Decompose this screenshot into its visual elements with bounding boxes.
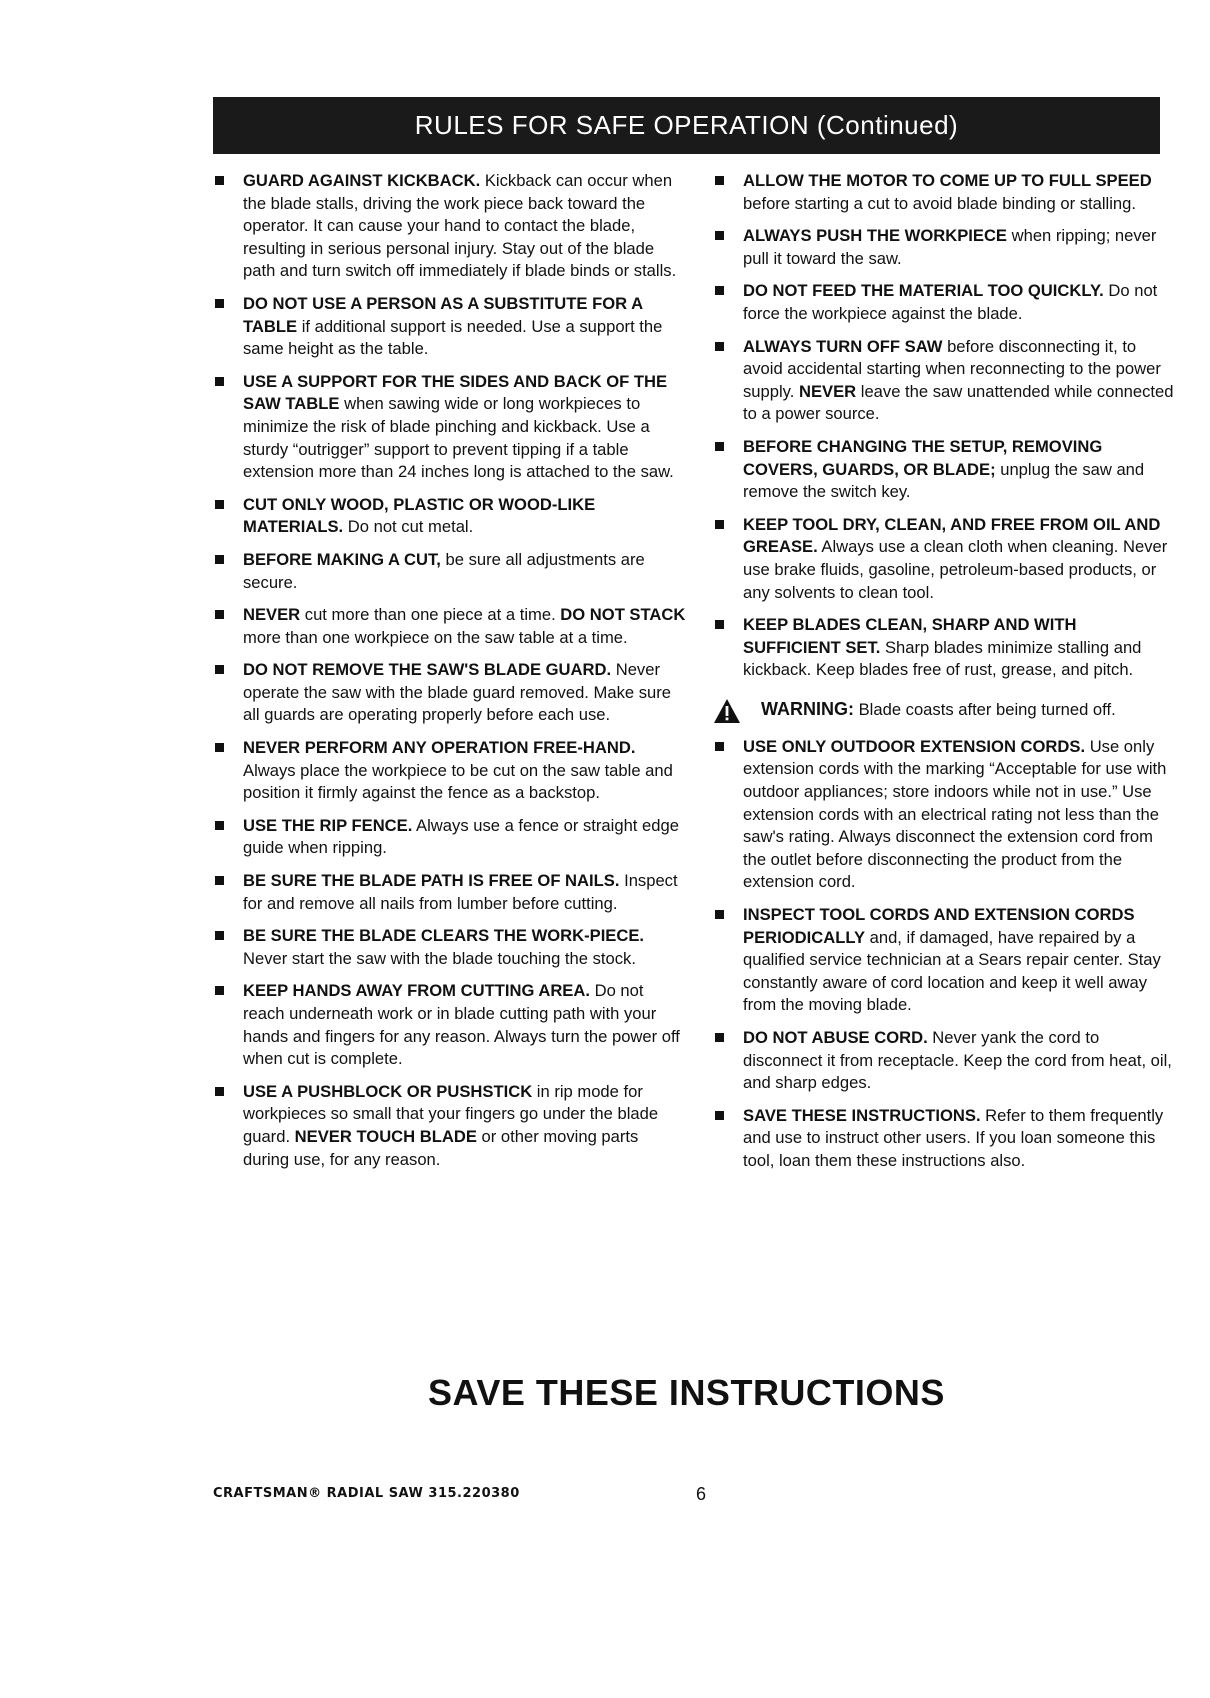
rule-item bbox=[213, 980, 688, 1070]
rule-text: Inspect for and remove all nails from lumber before cutting. bbox=[243, 871, 678, 913]
rule-item bbox=[213, 293, 688, 361]
rule-heading: ALWAYS PUSH THE WORKPIECE bbox=[743, 226, 1007, 246]
square-bullet-icon bbox=[215, 299, 224, 308]
rule-heading: BE SURE THE BLADE CLEARS THE WORK-PIECE. bbox=[243, 926, 645, 946]
rule-item bbox=[213, 1081, 688, 1171]
rule-item bbox=[213, 925, 688, 970]
rule-heading: DO NOT USE A PERSON AS A SUBSTITUTE FOR A TABLE bbox=[243, 293, 643, 336]
rule-heading: NEVER PERFORM ANY OPERATION FREE-HAND. bbox=[243, 738, 636, 758]
warning-note bbox=[713, 698, 1175, 724]
rule-item bbox=[213, 494, 688, 539]
square-bullet-icon bbox=[715, 1111, 724, 1120]
product-name: CRAFTSMAN® RADIAL SAW 315.220380 bbox=[213, 1486, 520, 1501]
rule-text: before disconnecting it, to avoid accidental starting when reconnecting to the power supply. bbox=[743, 336, 1161, 401]
rule-item bbox=[713, 170, 1175, 215]
rule-text-secondary: leave the saw unattended while connected to a power source. bbox=[743, 381, 1174, 424]
rule-heading-secondary: NEVER bbox=[798, 381, 857, 401]
rule-text: Refer to them frequently and use to instruct other users. If you loan someone this tool, loan them these instructions also. bbox=[743, 1105, 1164, 1170]
rule-heading: KEEP TOOL DRY, CLEAN, AND FREE FROM OIL AND GREASE. bbox=[743, 514, 1161, 557]
rule-heading: DO NOT REMOVE THE SAW'S BLADE GUARD. bbox=[243, 660, 612, 680]
rule-text: Kickback can occur when the blade stalls, driving the work piece back toward the operator. It can cause your hand to contact the blade, resulting in serious personal injury. Stay out of the blade path and turn switch off immediately if blade binds or stalls. bbox=[243, 171, 677, 281]
rule-text: unplug the saw and remove the switch key. bbox=[743, 459, 1145, 502]
rule-item bbox=[213, 737, 688, 805]
rule-item bbox=[713, 904, 1175, 1017]
rule-heading-secondary: DO NOT STACK bbox=[560, 605, 686, 625]
rule-heading: BEFORE CHANGING THE SETUP, REMOVING COVERS, GUARDS, OR BLADE; bbox=[743, 436, 1103, 479]
rule-item bbox=[713, 1027, 1175, 1095]
rule-text: when ripping; never pull it toward the saw. bbox=[743, 226, 1157, 268]
square-bullet-icon bbox=[215, 743, 224, 752]
square-bullet-icon bbox=[215, 176, 224, 185]
rule-heading: KEEP BLADES CLEAN, SHARP AND WITH SUFFICIENT SET. bbox=[743, 615, 1077, 657]
rule-heading: DO NOT ABUSE CORD. bbox=[743, 1028, 928, 1047]
rule-item bbox=[713, 1105, 1175, 1173]
right-column bbox=[713, 170, 1175, 1183]
warning-triangle-icon bbox=[713, 698, 741, 724]
square-bullet-icon bbox=[215, 1087, 224, 1096]
rule-item bbox=[213, 371, 688, 484]
square-bullet-icon bbox=[715, 1033, 724, 1042]
rule-item bbox=[213, 870, 688, 915]
rule-text: if additional support is needed. Use a support the same height as the table. bbox=[243, 316, 663, 359]
rule-heading: ALLOW THE MOTOR TO COME UP TO FULL SPEED bbox=[743, 171, 1152, 190]
rule-text-secondary: or other moving parts during use, for any reason. bbox=[243, 1126, 639, 1169]
rule-text: Do not cut metal. bbox=[343, 517, 474, 537]
left-column bbox=[213, 170, 688, 1181]
rule-heading: USE ONLY OUTDOOR EXTENSION CORDS. bbox=[743, 736, 1086, 756]
rule-text: in rip mode for workpieces so small that your fingers go under the blade guard. bbox=[243, 1081, 659, 1146]
rule-item bbox=[213, 604, 688, 649]
square-bullet-icon bbox=[715, 442, 724, 451]
rule-text: Never yank the cord to disconnect it from receptacle. Keep the cord from heat, oil, and sharp edges. bbox=[743, 1028, 1172, 1093]
rule-item bbox=[713, 280, 1175, 325]
rule-heading: CUT ONLY WOOD, PLASTIC OR WOOD-LIKE MATERIALS. bbox=[243, 494, 596, 537]
rule-text: before starting a cut to avoid blade binding or stalling. bbox=[743, 193, 1136, 213]
rule-heading: INSPECT TOOL CORDS AND EXTENSION CORDS PERIODICALLY bbox=[743, 905, 1135, 947]
rule-text: Never start the saw with the blade touching the stock. bbox=[243, 948, 636, 968]
rule-text: when sawing wide or long workpieces to minimize the risk of blade pinching and kickback. Use a sturdy “outrigger” support to prevent tipping if a table extension more than 24 inches long is attached to the saw. bbox=[243, 394, 674, 482]
rule-heading: GUARD AGAINST KICKBACK. bbox=[243, 171, 481, 190]
rule-heading: NEVER bbox=[243, 605, 301, 625]
square-bullet-icon bbox=[715, 342, 724, 351]
rule-text: Always place the workpiece to be cut on the saw table and position it firmly against the fence as a backstop. bbox=[243, 760, 673, 803]
rule-heading: BE SURE THE BLADE PATH IS FREE OF NAILS. bbox=[243, 871, 620, 891]
rule-item bbox=[713, 514, 1175, 604]
rule-text: Always use a fence or straight edge guide when ripping. bbox=[243, 815, 679, 858]
square-bullet-icon bbox=[215, 665, 224, 674]
square-bullet-icon bbox=[215, 377, 224, 386]
rule-text: be sure all adjustments are secure. bbox=[243, 549, 645, 592]
rule-heading: KEEP HANDS AWAY FROM CUTTING AREA. bbox=[243, 981, 590, 1001]
rule-text: Always use a clean cloth when cleaning. Never use brake fluids, gasoline, petroleum-based products, or any solvents to clean tool. bbox=[743, 537, 1168, 602]
rule-heading: USE A SUPPORT FOR THE SIDES AND BACK OF THE SAW TABLE bbox=[243, 371, 668, 414]
square-bullet-icon bbox=[215, 500, 224, 509]
rule-heading: USE A PUSHBLOCK OR PUSHSTICK bbox=[243, 1081, 533, 1101]
square-bullet-icon bbox=[215, 931, 224, 940]
warning-text: Blade coasts after being turned off. bbox=[854, 699, 1116, 719]
rule-text: and, if damaged, have repaired by a qualified service technician at a Sears repair center. Stay constantly aware of cord location and keep it well away from the moving blade. bbox=[743, 927, 1161, 1015]
square-bullet-icon bbox=[715, 742, 724, 751]
rule-text: Sharp blades minimize stalling and kickback. Keep blades free of rust, grease, and pitch. bbox=[743, 637, 1142, 680]
rule-text: Do not force the workpiece against the blade. bbox=[743, 281, 1158, 323]
rule-heading: BEFORE MAKING A CUT, bbox=[243, 549, 441, 569]
rule-text: cut more than one piece at a time. bbox=[300, 605, 561, 625]
rule-text: Do not reach underneath work or in blade cutting path with your hands and fingers for any reason. Always turn the power off when cut is complete. bbox=[243, 981, 680, 1069]
square-bullet-icon bbox=[715, 286, 724, 295]
rule-text: Use only extension cords with the marking “Acceptable for use with outdoor appliances; store indoors while not in use.” Use extension cords with an electrical rating not less than the saw's rating. Always disconnect the extension cord from the outlet before disconnecting the product from the extension cord. bbox=[743, 736, 1167, 892]
save-instructions-title: SAVE THESE INSTRUCTIONS bbox=[428, 1372, 945, 1413]
section-title: RULES FOR SAFE OPERATION (Continued) bbox=[414, 110, 959, 140]
rule-item bbox=[713, 436, 1175, 504]
section-header bbox=[213, 97, 1160, 154]
page-number: 6 bbox=[696, 1484, 707, 1504]
rule-heading-secondary: NEVER TOUCH BLADE bbox=[294, 1126, 477, 1146]
rule-heading: ALWAYS TURN OFF SAW bbox=[743, 336, 943, 356]
square-bullet-icon bbox=[215, 610, 224, 619]
rule-item bbox=[713, 736, 1175, 894]
rule-item bbox=[713, 225, 1175, 270]
rule-item bbox=[213, 170, 688, 283]
square-bullet-icon bbox=[215, 555, 224, 564]
rule-item bbox=[213, 659, 688, 727]
rule-heading: USE THE RIP FENCE. bbox=[243, 815, 413, 835]
rule-text: Never operate the saw with the blade guard removed. Make sure all guards are operating properly before each use. bbox=[243, 660, 671, 725]
square-bullet-icon bbox=[715, 520, 724, 529]
square-bullet-icon bbox=[215, 876, 224, 885]
rule-item bbox=[713, 336, 1175, 426]
rule-item bbox=[213, 815, 688, 860]
rule-heading: SAVE THESE INSTRUCTIONS. bbox=[743, 1105, 981, 1125]
square-bullet-icon bbox=[715, 620, 724, 629]
square-bullet-icon bbox=[215, 821, 224, 830]
square-bullet-icon bbox=[715, 231, 724, 240]
rule-heading: DO NOT FEED THE MATERIAL TOO QUICKLY. bbox=[743, 281, 1104, 301]
rule-item bbox=[713, 614, 1175, 682]
square-bullet-icon bbox=[715, 176, 724, 185]
square-bullet-icon bbox=[215, 986, 224, 995]
warning-label: WARNING: bbox=[761, 698, 854, 719]
rule-text-secondary: more than one workpiece on the saw table at a time. bbox=[243, 627, 628, 647]
page-footer bbox=[213, 1486, 1160, 1510]
rule-item bbox=[213, 549, 688, 594]
square-bullet-icon bbox=[715, 910, 724, 919]
